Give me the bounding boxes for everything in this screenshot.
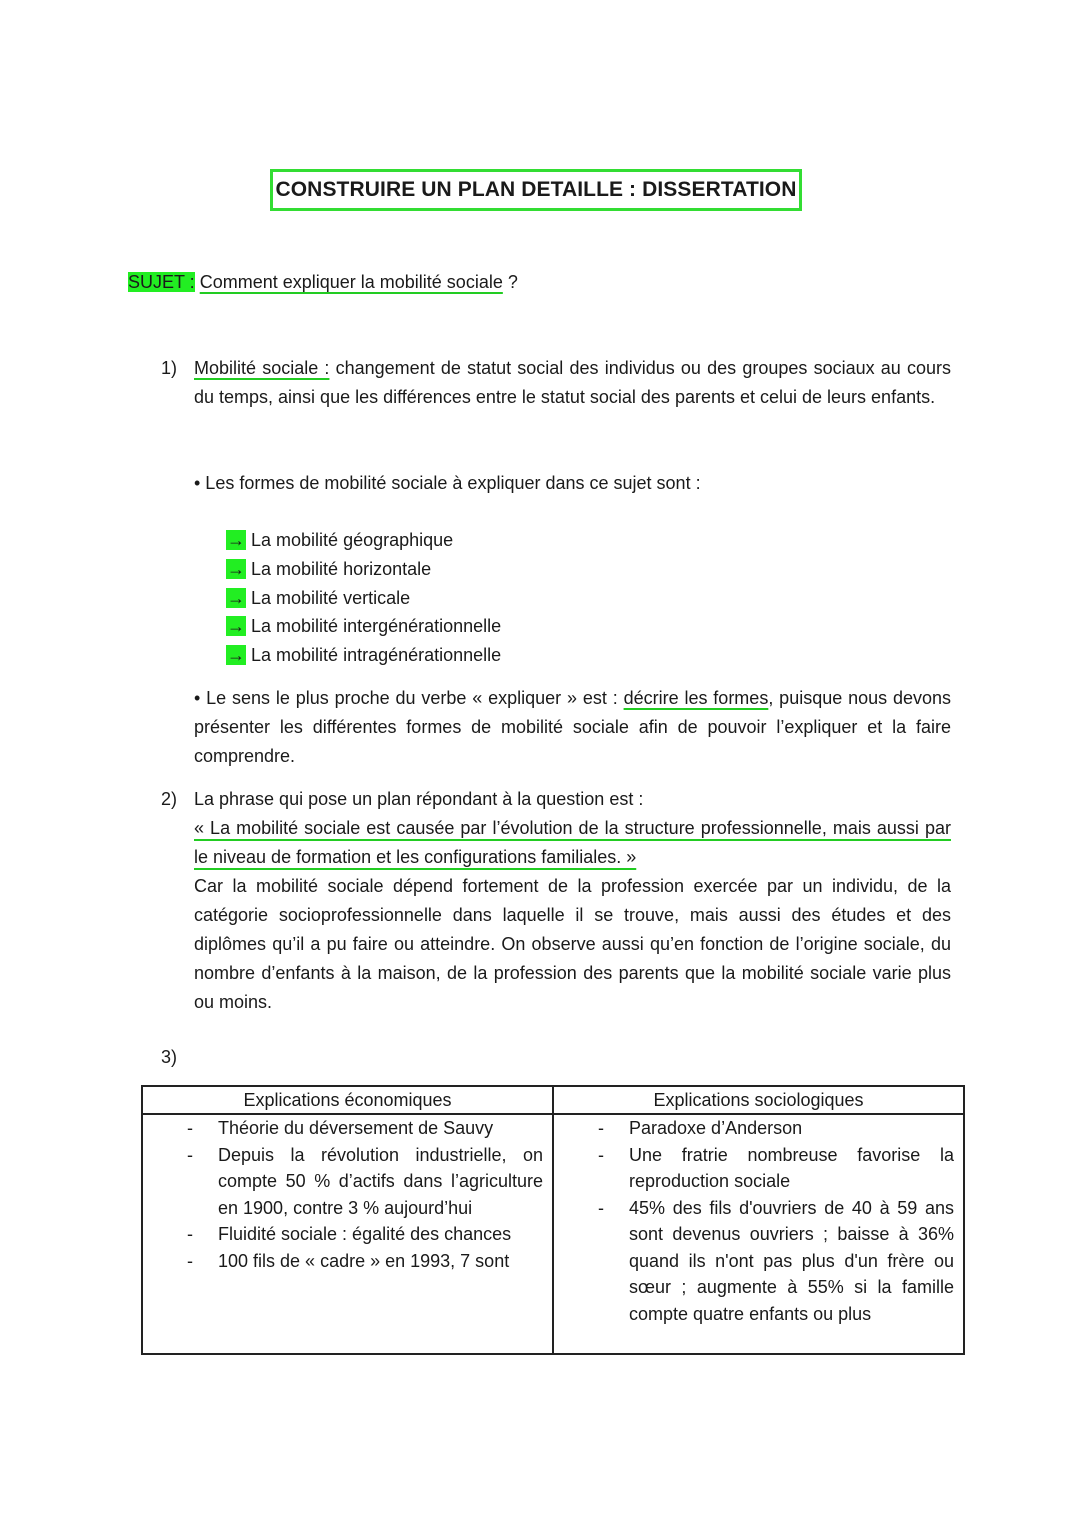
arrow-icon: →: [227, 645, 245, 666]
subject-question-mark: ?: [502, 272, 518, 292]
forms-list: [226, 526, 501, 670]
plan-explanation: Car la mobilité sociale dépend fortement de la profession exercée par un individu, de la catégorie socioprofessionnelle dans laquelle il se trouve, mais aussi des études et des diplômes qu’il a pu faire ou atteindre. On observe aussi qu’en fonction de l’origine sociale, du nombre d’enfants à la maison, de la profession des parents que la mobilité sociale varie plus ou moins.: [194, 876, 951, 1012]
definition-text: changement de statut social des individus ou des groupes sociaux au cours du temps, ainsi que les différences entre le statut social des parents et celui de leurs enfants.: [194, 358, 952, 407]
subject-label: SUJET :: [128, 272, 195, 292]
arrow-icon: →: [227, 587, 245, 608]
table-header-economic: Explications économiques: [142, 1086, 553, 1114]
forms-intro-bullet: • Les formes de mobilité sociale à expliquer dans ce sujet sont :: [194, 473, 701, 493]
page-title-text: CONSTRUIRE UN PLAN DETAILLE : DISSERTATION: [275, 178, 797, 201]
section-3-number: 3): [161, 1047, 178, 1067]
list-item: → La mobilité verticale: [227, 587, 411, 608]
list-item: → La mobilité horizontale: [227, 558, 432, 579]
list-item: - 100 fils de « cadre » en 1993, 7 sont: [187, 1250, 510, 1271]
list-item: → La mobilité intragénérationnelle: [227, 645, 502, 666]
list-item: - Une fratrie nombreuse favorise la reproduction sociale: [598, 1144, 954, 1191]
list-item: - Paradoxe d’Anderson: [598, 1118, 803, 1138]
list-item: - 45% des fils d'ouvriers de 40 à 59 ans sont devenus ouvriers ; baisse à 36% quand ils n'ont pas plus d'un frère ou sœur ; augmente à 55% si la famille compte quatre enfants ou plus: [598, 1197, 954, 1324]
subject-line: [128, 269, 518, 295]
list-item: → La mobilité intergénérationnelle: [227, 616, 502, 637]
section-2-body: [194, 785, 951, 1017]
definition-term: Mobilité sociale :: [194, 358, 330, 378]
list-item: - Théorie du déversement de Sauvy: [187, 1118, 494, 1138]
section-1-definition: [194, 354, 951, 412]
arrow-icon: →: [227, 558, 245, 579]
verb-meaning-underlined: décrire les formes: [623, 688, 769, 708]
list-item: → La mobilité géographique: [227, 530, 454, 550]
arrow-icon: →: [227, 616, 245, 637]
sociological-explanations-cell: [553, 1114, 964, 1354]
verb-meaning-bullet: • Le sens le plus proche du verbe « expliquer » est : décrire les formes, puisque nous devons présenter les différentes formes de mobilité sociale afin de pouvoir l’expliquer et la faire comprendre.: [194, 688, 952, 766]
page-title: [270, 169, 802, 211]
arrow-icon: →: [227, 530, 245, 550]
subject-question: Comment expliquer la mobilité sociale: [199, 272, 503, 292]
list-item: - Depuis la révolution industrielle, on compte 50 % d’actifs dans l’agriculture en 1900, contre 3 % aujourd’hui: [187, 1144, 543, 1218]
economic-explanations-cell: [142, 1114, 553, 1354]
section-2-number: 2): [161, 789, 178, 809]
section-1-number: 1): [161, 358, 178, 378]
list-item: - Fluidité sociale : égalité des chances: [187, 1224, 512, 1244]
plan-sentence-quote: « La mobilité sociale est causée par l’évolution de la structure professionnelle, mais aussi par le niveau de formation et les configurations familiales. »: [194, 818, 951, 867]
table-header-sociological: Explications sociologiques: [553, 1086, 964, 1114]
explanations-table: [141, 1085, 965, 1355]
plan-intro: La phrase qui pose un plan répondant à la question est :: [194, 789, 644, 809]
